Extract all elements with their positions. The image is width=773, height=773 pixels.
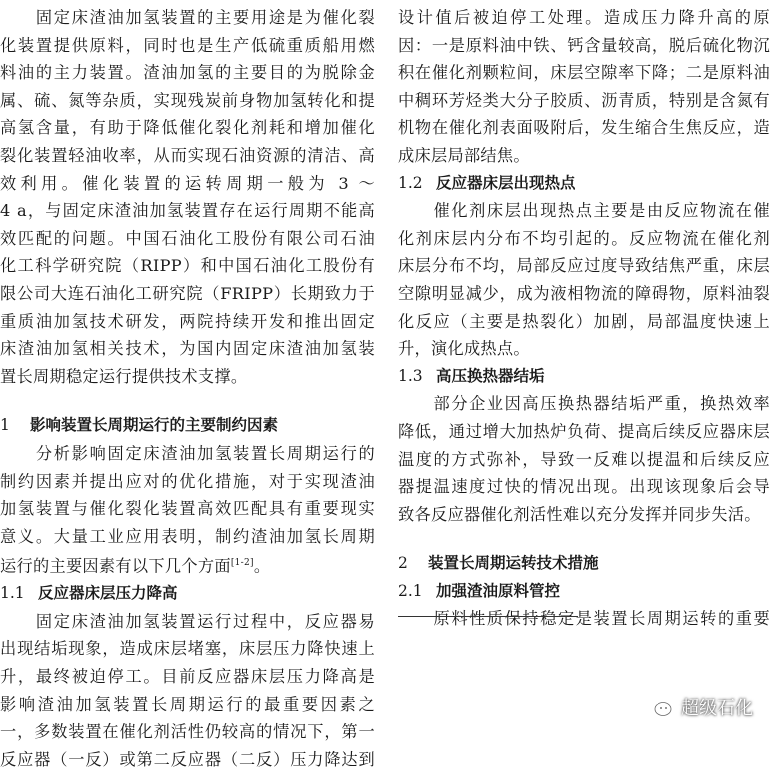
text-line: 降低，通过增大加热炉负荷、提高后续反应器床层 <box>398 421 770 441</box>
text-line: 化装置提供原料，同时也是生产低硫重质船用燃 <box>0 35 375 55</box>
text-line: 积在催化剂颗粒间，床层空隙率下降；二是原料油 <box>398 63 770 83</box>
section-1-2-paragraph <box>398 197 770 363</box>
section-heading-1-3 <box>398 363 770 391</box>
text-line: 催化剂床层出现热点主要是由反应物流在催 <box>398 201 770 221</box>
text-line: 化剂床层内分布不均引起的。反应物流在催化剂 <box>398 228 770 248</box>
section-number: 1.1 <box>0 584 25 603</box>
left-column <box>0 4 375 773</box>
text-line: 加氢装置与催化裂化装置高效匹配具有重要现实 <box>0 499 375 519</box>
text-line: 床层分布不均，局部反应过度导致结焦严重，床层 <box>398 256 770 276</box>
section-1-paragraph <box>0 440 375 580</box>
section-heading-2-1 <box>398 578 770 606</box>
footnote-rule <box>398 616 578 617</box>
wechat-icon <box>643 696 673 718</box>
text-line: 设计值后被迫停工处理。造成压力降升高的原 <box>398 8 770 27</box>
text-line: 效匹配的问题。中国石油化工股份有限公司石油 <box>0 228 375 248</box>
text-line: 因：一是原料油中铁、钙含量较高，脱后硫化物沉 <box>398 35 770 55</box>
text-line: 高氢含量，有助于降低催化裂化剂耗和增加催化 <box>0 118 375 138</box>
text-line: 升，最终被迫停工。目前反应器床层压力降高是 <box>0 667 375 687</box>
section-title: 反应器床层压力降高 <box>38 584 178 603</box>
text-line: 固定床渣油加氢装置的主要用途是为催化裂 <box>0 8 375 27</box>
section-title: 反应器床层出现热点 <box>436 173 576 192</box>
text-line: 意义。大量工业应用表明，制约渣油加氢长周期 <box>0 526 375 546</box>
text-line: 分析影响固定床渣油加氢装置长周期运行的 <box>0 443 375 463</box>
section-1-1-paragraph <box>0 608 375 773</box>
section-heading-1 <box>0 412 375 440</box>
text-line: 机物在催化剂表面吸附后，发生缩合生焦反应，造 <box>398 118 770 138</box>
watermark <box>643 694 753 720</box>
spacer <box>0 390 375 412</box>
right-column <box>398 4 770 633</box>
text-line: 部分企业因高压换热器结垢严重，换热效率 <box>398 394 770 414</box>
citation: [1-2] <box>230 558 254 569</box>
text-line: 影响渣油加氢装置长周期运行的最重要因素之 <box>0 694 375 714</box>
text-line: 升，演化成热点。 <box>398 339 530 359</box>
section-1-3-paragraph <box>398 390 770 528</box>
text-line: 空隙明显减少，成为液相物流的障碍物，原料油裂 <box>398 283 770 303</box>
section-title: 加强渣油原料管控 <box>436 581 561 600</box>
text-line: 固定床渣油加氢装置运行过程中，反应器易 <box>0 611 375 631</box>
text-line: 裂化装置轻油收率，从而实现石油资源的清洁、高 <box>0 145 375 165</box>
text-line: 温度的方式弥补，导致一反难以提温和后续反应 <box>398 449 770 469</box>
text-line: 一，多数装置在催化剂活性仍较高的情况下，第一 <box>0 722 375 742</box>
section-title: 装置长周期运转技术措施 <box>428 554 599 573</box>
text-run: 。 <box>253 556 271 576</box>
text-line: 致各反应器催化剂活性难以充分发挥并同步失活。 <box>398 504 761 524</box>
text-line: 化反应（主要是热裂化）加剧，局部温度快速上 <box>398 311 770 331</box>
text-line: 床渣油加氢相关技术，为国内固定床渣油加氢装 <box>0 339 375 359</box>
text-line: 出现结垢现象，造成床层堵塞，床层压力降快速上 <box>0 639 375 659</box>
text-line: 化工科学研究院（RIPP）和中国石油化工股份有 <box>0 256 375 276</box>
section-number: 1.2 <box>398 173 423 192</box>
section-heading-1-2 <box>398 170 770 198</box>
section-number: 1.3 <box>398 366 423 385</box>
text-line: 制约因素并提出应对的优化措施，对于实现渣油 <box>0 471 375 491</box>
watermark-text: 超级石化 <box>681 698 753 719</box>
section-number: 1 <box>0 416 10 435</box>
text-line: 器提温速度过快的情况出现。出现该现象后会导 <box>398 477 770 497</box>
section-2-1-paragraph <box>398 605 770 633</box>
text-line: 效利用。催化装置的运转周期一般为 3 ～ <box>0 173 375 193</box>
section-number: 2 <box>398 554 408 573</box>
intro-paragraph <box>0 4 375 390</box>
section-number: 2.1 <box>398 581 423 600</box>
text-line: 4 a，与固定床渣油加氢装置存在运行周期不能高 <box>0 201 375 221</box>
text-run: 运行的主要因素有以下几个方面 <box>0 556 231 576</box>
spacer <box>398 528 770 550</box>
text-line: 属、硫、氮等杂质，实现残炭前身物加氢转化和提 <box>0 90 375 110</box>
continued-paragraph <box>398 4 770 170</box>
text-line: 原料性质保持稳定是装置长周期运转的重要 <box>398 609 770 629</box>
section-title: 高压换热器结垢 <box>436 366 545 385</box>
text-line: 限公司大连石油化工研究院（FRIPP）长期致力于 <box>0 283 375 303</box>
text-line: 置长周期稳定运行提供技术支撑。 <box>0 366 248 386</box>
text-line: 成床层局部结焦。 <box>398 145 530 165</box>
text-line: 料油的主力装置。渣油加氢的主要目的为脱除金 <box>0 63 375 83</box>
section-heading-2 <box>398 550 770 578</box>
text-line: 重质油加氢技术研发，两院持续开发和推出固定 <box>0 311 375 331</box>
section-heading-1-1 <box>0 580 375 608</box>
text-line: 反应器（一反）或第二反应器（二反）压力降达到 <box>0 749 375 769</box>
section-title: 影响装置长周期运行的主要制约因素 <box>30 416 279 435</box>
text-line: 中稠环芳烃类大分子胶质、沥青质，特别是含氮有 <box>398 90 770 110</box>
text-line <box>0 550 375 580</box>
